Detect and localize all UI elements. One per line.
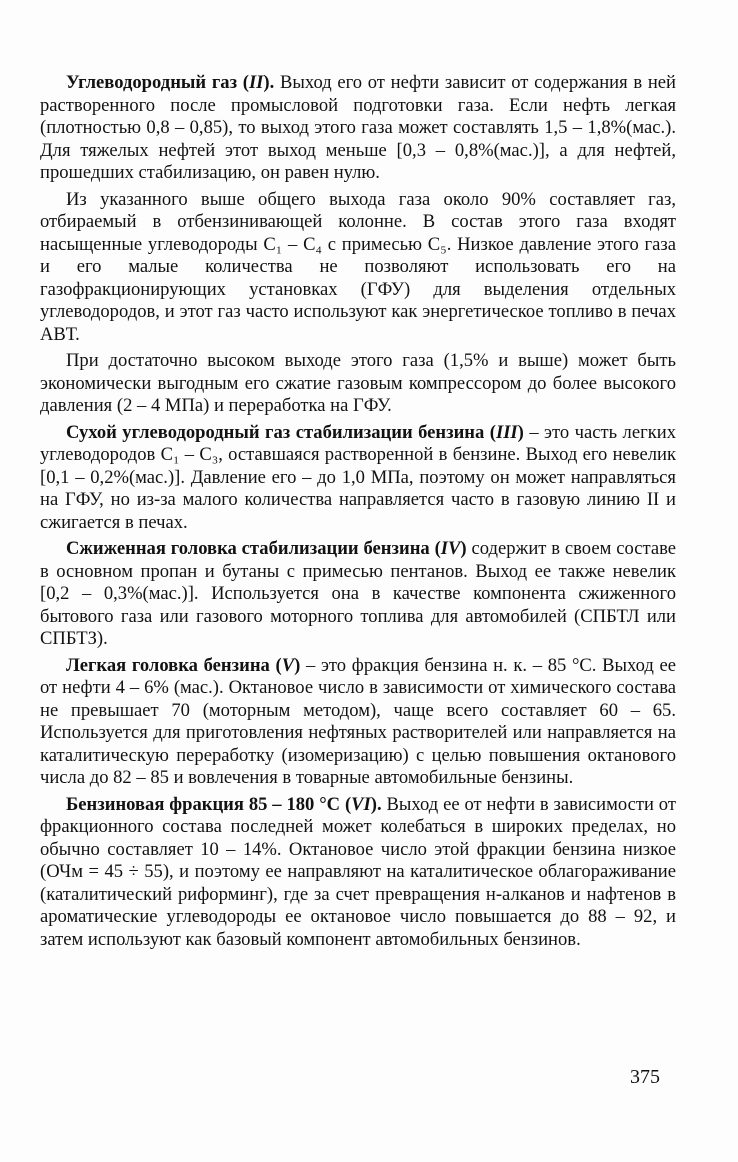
paragraph-text: – это часть легких углеводородов С₁ – С₃, оставшаяся растворенной в бензине. Выход его невелик [0,1 – 0,2%(мас.)]. Давление его – до 1,0 МПа, поэтому он может направляться на ГФУ, но из-за малого количества направляется часто в газовую линию II и сжигается в печах. [40, 421, 676, 533]
term-close: ) [517, 421, 524, 443]
term-title: Легкая головка бензина ( [66, 654, 282, 676]
term-number: II [248, 72, 264, 93]
term-close: ) [294, 654, 301, 676]
paragraph-text: содержит в своем составе в основном пропан и бутаны с примесью пентанов. Выход ее также невелик [0,2 – 0,3%(мас.)]. Используется она в качестве компонента сжиженного бытового газа или газового моторного топлива для автомобилей (СПБТЛ или СПБТЗ). [40, 538, 676, 649]
term-number: V [281, 654, 295, 676]
paragraph-text: Выход его от нефти зависит от содержания в ней растворенного после промысловой подготовки газа. Если нефть легкая (плотностью 0,8 – 0,85), то выход этого газа может составлять 1,5 – 1,8%(мас.). Для тяжелых нефтей этот выход меньше [0,3 – 0,8%(мас.)], а для нефтей, прошедших стабилизацию, он равен нулю. [40, 72, 676, 183]
paragraph-dry-gas-iii [40, 422, 676, 535]
term-number: IV [440, 538, 461, 559]
paragraph-text: – это фракция бензина н. к. – 85 °С. Выход ее от нефти 4 – 6% (мас.). Октановое число в зависимости от химического состава не превышает 70 (моторным методом), чаще всего составляет 60 – 65. Используется для приготовления нефтяных растворителей или направляется на каталитическую переработку (изомеризацию) с целью повышения октанового числа до 82 – 85 и вовлечения в товарные автомобильные бензины. [40, 654, 676, 788]
term-title: Сжиженная головка стабилизации бензина ( [66, 538, 441, 559]
paragraph-text: При достаточно высоком выходе этого газа (1,5% и выше) может быть экономически выгодным его сжатие газовым компрессором до более высокого давления (2 – 4 МПа) и переработка на ГФУ. [40, 350, 676, 416]
term-close: ) [460, 538, 467, 559]
term-number: III [495, 421, 518, 443]
term-title: Бензиновая фракция 85 – 180 °С ( [66, 793, 352, 815]
term-title: Сухой углеводородный газ стабилизации бензина ( [66, 421, 496, 443]
paragraph-light-head-v [40, 655, 676, 790]
paragraph-gasoline-fraction-vi [40, 794, 676, 952]
page-number: 375 [630, 1066, 660, 1088]
paragraph-liquefied-head-iv [40, 538, 676, 651]
paragraph-gas-ii [40, 72, 676, 185]
term-close: ). [263, 72, 275, 93]
paragraph-text: Выход ее от нефти в зависимости от фракционного состава последней может колебаться в широких пределах, но обычно составляет 10 – 14%. Октановое число этой фракции бензина низкое (ОЧм = 45 ÷ 55), и поэтому ее направляют на каталитическое облагораживание (каталитический риформинг), где за счет превращения н-алканов и нафтенов в ароматические углеводороды ее октановое число повышается до 88 – 92, и затем используют как базовый компонент автомобильных бензинов. [40, 793, 676, 950]
paragraph-text: Из указанного выше общего выхода газа около 90% составляет газ, отбираемый в отбензинивающей колонне. В состав этого газа входят насыщенные углеводороды С₁ – С₄ с примесью С₅. Низкое давление этого газа и его малые количества не позволяют использовать его на газофракционирующих установках (ГФУ) для выделения отдельных углеводородов, и этот газ часто используют как энергетическое топливо в печах АВТ. [40, 188, 676, 345]
paragraph-gas-composition [40, 189, 676, 347]
paragraph-gas-compression [40, 350, 676, 418]
term-number: VI [351, 793, 371, 815]
body-text [40, 72, 676, 955]
term-title: Углеводородный газ ( [66, 72, 249, 93]
term-close: ). [370, 793, 382, 815]
